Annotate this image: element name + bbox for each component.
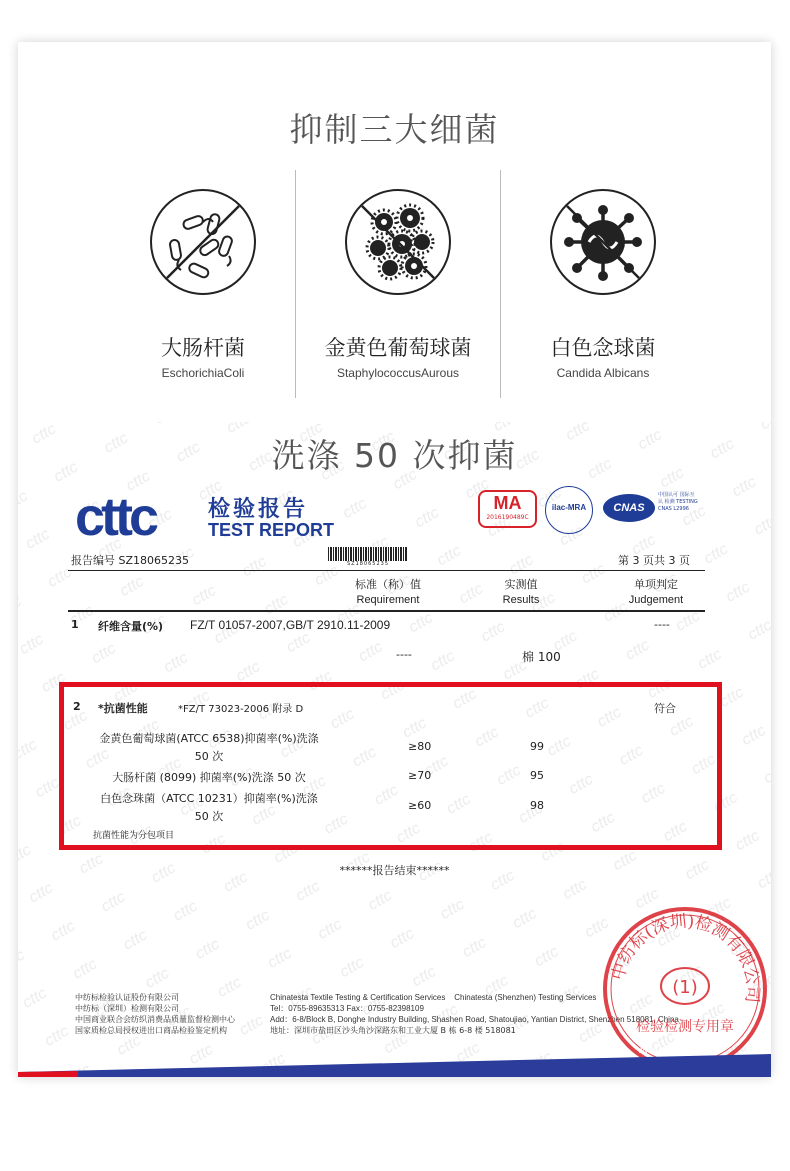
row1-standard: FZ/T 01057-2007,GB/T 2910.11-2009 — [190, 618, 391, 632]
sub1-label-line2: 50 次 — [194, 750, 224, 763]
cnas-note: 中国认可 国际互认 检测 TESTING CNAS L2996 — [658, 492, 698, 512]
table-header-rule — [68, 610, 705, 612]
col-requirement-cn: 标准（称）值 — [355, 578, 421, 591]
heading-wash: 洗涤 50 次抑菌 — [271, 436, 518, 475]
sub2-label: 大肠杆菌 (8099) 抑菌率(%)洗涤 50 次 — [112, 771, 306, 784]
sub3-requirement: ≥60 — [408, 799, 432, 812]
sub3-result: 98 — [530, 799, 544, 812]
column-divider — [500, 170, 501, 398]
report-title-cn: 检验报告 — [208, 497, 309, 522]
footer-company: 中纺标（深圳）检测有限公司 — [75, 1004, 179, 1013]
bacteria-name-en: EschorichiaColi — [161, 366, 245, 380]
col-judgement-en: Judgement — [628, 594, 684, 606]
sub1-result: 99 — [530, 740, 544, 753]
bacteria-name-cn: 大肠杆菌 — [161, 336, 245, 360]
row1-item: 纤维含量(%) — [98, 620, 164, 633]
stamp-ring-text: 中纺标(深圳)检测有限公司 — [608, 911, 763, 1004]
cma-mark-text: MA — [493, 493, 522, 513]
row2-judgement: 符合 — [654, 702, 676, 715]
antibacterial-highlight — [59, 682, 722, 850]
footer-address-cn: 地址：深圳市盐田区沙头角沙深路东和工业大厦 B 栋 6-8 楼 518081 — [270, 1026, 516, 1035]
bacteria-name-cn: 白色念球菌 — [550, 336, 656, 360]
footer-url: www.cttc.net.cn — [638, 1045, 701, 1055]
col-results-en: Results — [502, 594, 540, 606]
cttc-logo-text: cttc — [75, 487, 156, 547]
page-indicator: 第 3 页共 3 页 — [618, 554, 690, 567]
bacteria-name-cn: 金黄色葡萄球菌 — [324, 336, 472, 360]
bacteria-name-en: Candida Albicans — [556, 366, 650, 380]
bacteria-name-en: StaphylococcusAurous — [336, 366, 460, 380]
ilac-mark-text: ilac-MRA — [551, 503, 587, 512]
footer-address-en: Add：6-8/Block B, Donghe Industry Building, Shashen Road, Shatoujiao, Yantian District, Shenzhen 518081, China — [270, 1015, 679, 1024]
ilac-mark — [545, 486, 593, 534]
cttc-logo — [75, 487, 156, 547]
col-judgement-cn: 单项判定 — [634, 578, 678, 591]
report-end-marker: ******报告结束****** — [339, 864, 450, 877]
header-rule — [68, 570, 705, 571]
candida-icon — [549, 188, 657, 296]
stamp-bottom-text: 检验检测专用章 — [636, 1019, 734, 1035]
cma-number: 2016190489C — [486, 514, 529, 521]
sub1-requirement: ≥80 — [408, 740, 432, 753]
sub2-requirement: ≥70 — [408, 769, 432, 782]
row1-number: 1 — [71, 618, 79, 631]
col-requirement-en: Requirement — [356, 594, 420, 606]
cnas-mark — [603, 494, 655, 522]
report-title-en: TEST REPORT — [208, 520, 335, 540]
col-results-cn: 实测值 — [504, 578, 538, 591]
row2-number: 2 — [73, 700, 81, 713]
row1-result: 棉 100 — [522, 650, 561, 664]
sub1-label: 金黄色葡萄球菌(ATCC 6538)抑菌率(%)洗涤 — [99, 732, 319, 745]
cnas-mark-text: CNAS — [613, 502, 645, 514]
row2-item: *抗菌性能 — [98, 702, 148, 715]
subcontract-note: 抗菌性能为分包项目 — [93, 831, 175, 841]
sub2-result: 95 — [530, 769, 544, 782]
footer-company: 中国商业联合会纺织消费品质量监督检测中心 — [75, 1015, 235, 1024]
sub3-label: 白色念珠菌（ATCC 10231）抑菌率(%)洗涤 — [100, 792, 318, 805]
footer-company: 国家质检总局授权进出口商品检验鉴定机构 — [75, 1026, 227, 1035]
row1-judgement: ---- — [654, 618, 670, 631]
stamp-center-text: (1) — [672, 977, 698, 998]
footer-service-name: Chinatesta Textile Testing & Certification Services — [270, 993, 446, 1002]
barcode — [328, 547, 408, 561]
row1-requirement: ---- — [396, 648, 412, 661]
footer-service-name-sz: Chinatesta (Shenzhen) Testing Services — [454, 993, 597, 1002]
cma-mark — [478, 490, 537, 528]
footer-left — [75, 992, 265, 1036]
row2-standard: *FZ/T 73023-2006 附录 D — [178, 704, 304, 715]
footer-bar — [18, 1054, 771, 1077]
report-number: 报告编号 SZ18065235 — [71, 554, 190, 567]
column-divider — [295, 170, 296, 398]
barcode-text: SZ18065235 — [346, 561, 390, 567]
sub3-label-line2: 50 次 — [194, 810, 224, 823]
report-card — [18, 42, 771, 1077]
footer-company: 中纺标检验认证股份有限公司 — [75, 993, 179, 1002]
heading-top: 抑制三大细菌 — [289, 110, 500, 149]
ecoli-icon — [149, 188, 257, 296]
staphylococcus-icon — [344, 188, 452, 296]
footer-phone: Tel：0755-89635313 Fax：0755-82398109 — [270, 1004, 424, 1013]
